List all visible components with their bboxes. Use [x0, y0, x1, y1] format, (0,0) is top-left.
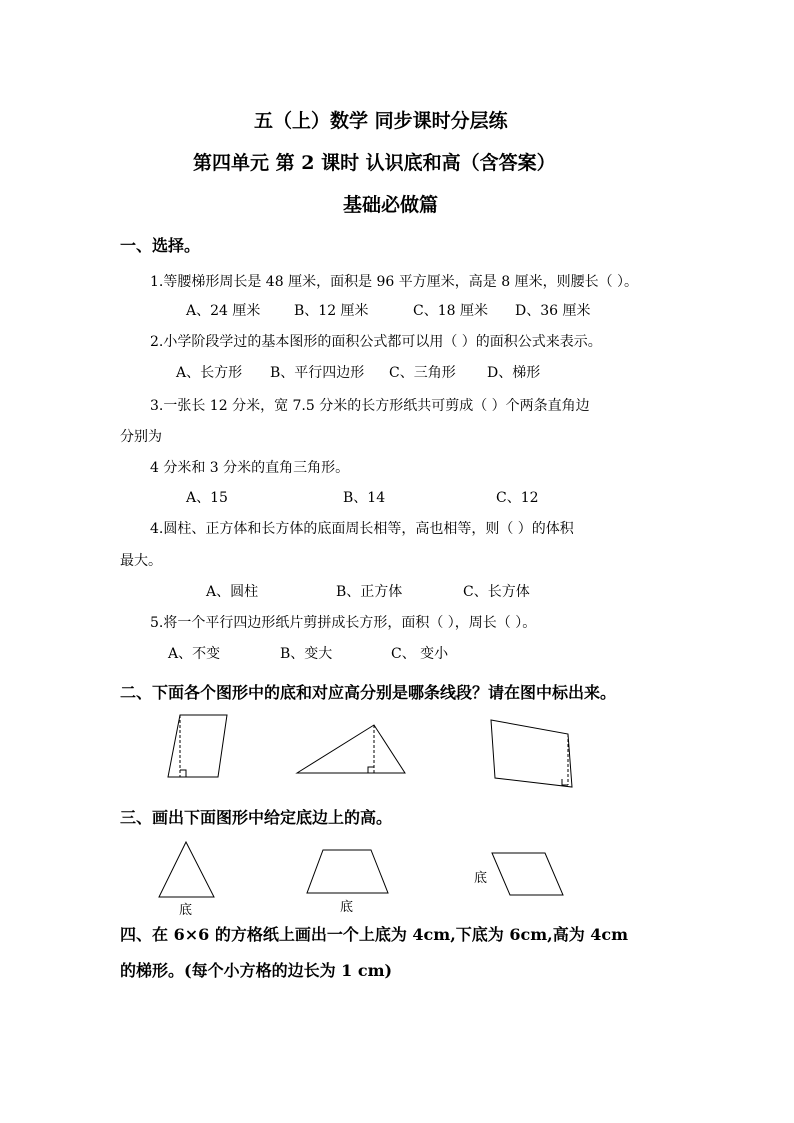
q2-option-d: D、梯形 — [487, 365, 541, 381]
section1-heading: 一、选择。 — [120, 236, 201, 255]
q5-option-b: B、变大 — [280, 646, 333, 662]
section3-heading: 三、画出下面图形中给定底边上的高。 — [120, 808, 393, 827]
q1-option-a: A、24 厘米 — [186, 303, 261, 319]
q1-option-d: D、36 厘米 — [515, 303, 591, 319]
q5-option-a: A、不变 — [168, 646, 221, 662]
figure-triangle-base — [159, 842, 214, 897]
q4-option-a: A、圆柱 — [206, 584, 259, 600]
level-heading: 基础必做篇 — [343, 194, 439, 216]
q4-option-b: B、正方体 — [336, 584, 403, 600]
unit-subtitle: 第四单元 第 2 课时 认识底和高（含答案） — [193, 152, 556, 174]
section2-heading: 二、下面各个图形中的底和对应高分别是哪条线段？请在图中标出来。 — [120, 683, 617, 702]
q5-option-c: C、 变小 — [391, 646, 449, 662]
q3-option-b: B、14 — [343, 490, 386, 506]
q4-stem-line2: 最大。 — [120, 553, 162, 569]
q3-option-a: A、15 — [186, 490, 228, 506]
q2-option-a: A、长方形 — [176, 365, 243, 381]
q4-stem-line1: 4.圆柱、正方体和长方体的底面周长相等，高也相等，则（ ）的体积 — [150, 521, 574, 537]
q2-option-c: C、三角形 — [389, 365, 456, 381]
q3-stem-line2: 分别为 — [120, 429, 162, 445]
q4-option-c: C、长方体 — [463, 584, 530, 600]
q3-option-c: C、12 — [496, 490, 539, 506]
q3-stem-line3: 4 分米和 3 分米的直角三角形。 — [150, 460, 350, 476]
section4-line2: 的梯形。(每个小方格的边长为 1 cm) — [120, 961, 393, 980]
q2-stem: 2.小学阶段学过的基本图形的面积公式都可以用（ ）的面积公式来表示。 — [150, 334, 602, 350]
figure-parallelogram-base — [492, 853, 563, 895]
page-title: 五（上）数学 同步课时分层练 — [254, 110, 508, 132]
q1-option-b: B、12 厘米 — [294, 303, 369, 319]
q3-stem-line1: 3.一张长 12 分米，宽 7.5 分米的长方形纸共可剪成（ ）个两条直角边 — [150, 398, 590, 414]
q1-stem: 1.等腰梯形周长是 48 厘米，面积是 96 平方厘米，高是 8 厘米，则腰长（ ）。 — [150, 274, 639, 290]
q2-option-b: B、平行四边形 — [270, 365, 365, 381]
base-label-parallelogram: 底 — [474, 871, 488, 886]
figure-trapezoid-base — [307, 850, 388, 893]
base-label-trapezoid: 底 — [340, 900, 354, 915]
base-label-triangle: 底 — [179, 903, 193, 918]
q1-option-c: C、18 厘米 — [413, 303, 488, 319]
section4-line1: 四、在 6×6 的方格纸上画出一个上底为 4cm,下底为 6cm,高为 4cm — [120, 925, 629, 944]
q5-stem: 5.将一个平行四边形纸片剪拼成长方形，面积（ ），周长（ ）。 — [150, 615, 537, 631]
